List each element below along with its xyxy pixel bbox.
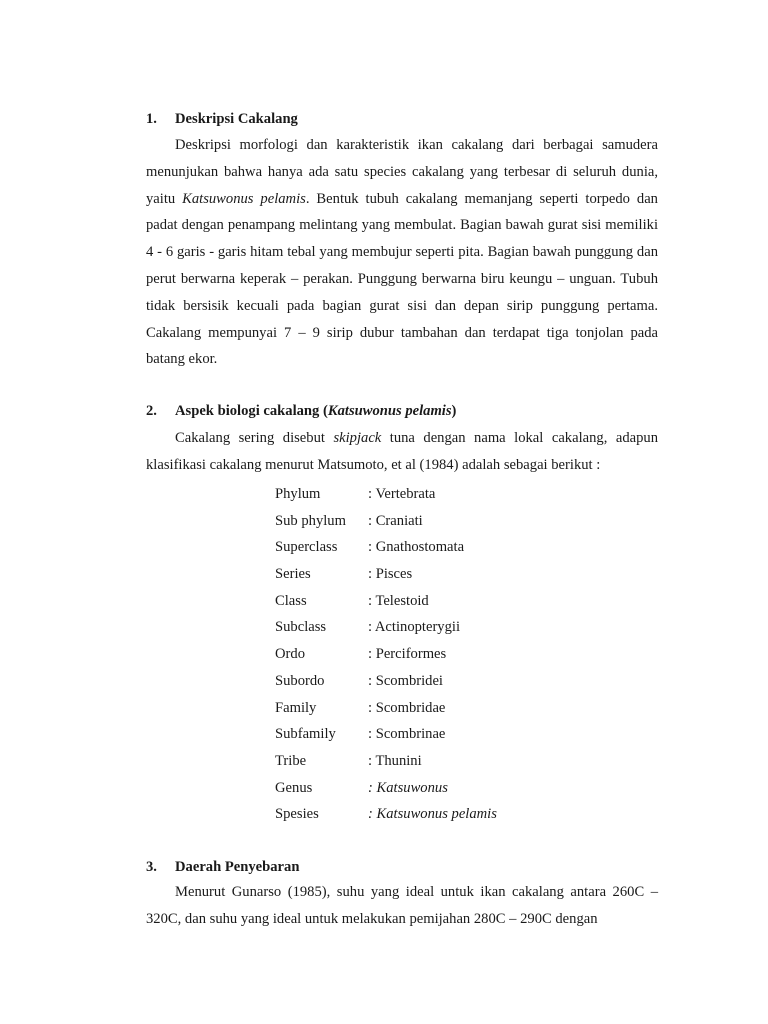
taxonomy-value: : Scombridae (368, 699, 446, 716)
section-1-paragraph (146, 132, 658, 373)
taxonomy-row (275, 775, 497, 802)
taxonomy-row (275, 534, 497, 561)
section-3-heading (146, 857, 299, 877)
taxonomy-value: : Katsuwonus (368, 779, 448, 796)
taxonomy-row (275, 695, 497, 722)
section-2-paragraph (146, 425, 658, 479)
section-2-title-prefix: Aspek biologi cakalang ( (175, 403, 328, 419)
taxonomy-rank: Subclass (275, 619, 327, 636)
taxonomy-value: : Pisces (368, 566, 413, 583)
section-3-number: 3. (146, 859, 157, 875)
taxonomy-row (275, 614, 497, 641)
section-1-number: 1. (146, 111, 157, 127)
taxonomy-rank: Sub phylum (275, 512, 346, 529)
taxonomy-value: : Vertebrata (368, 486, 436, 502)
taxonomy-rank: Subfamily (275, 726, 336, 743)
taxonomy-row (275, 588, 497, 615)
section-1-text-b: . Bentuk tubuh cakalang memanjang seperti torpedo dan padat dengan penampang melintang yang membulat. Bagian bawah gurat sisi memiliki 4 - 6 garis - garis hitam tebal yang membujur seperti pita. Bagian bawah punggung dan perut berwarna keperak – perakan. Punggung berwarna biru keungu – unguan. Tubuh tidak bersisik kecuali pada bagian gurat sisi dan depan sirip punggung pertama. Cakalang mempunyai 7 – 9 sirip dubur tambahan dan terdapat tiga tonjolan pada batang ekor. (146, 190, 658, 368)
taxonomy-rank: Subordo (275, 672, 325, 689)
section-1-species-italic: Katsuwonus pelamis (182, 190, 306, 207)
taxonomy-rank: Phylum (275, 486, 321, 502)
taxonomy-value: : Katsuwonus pelamis (368, 806, 497, 823)
taxonomy-value: : Scombridei (368, 672, 443, 689)
taxonomy-value: : Scombrinae (368, 726, 446, 743)
taxonomy-row (275, 481, 497, 508)
taxonomy-rank: Ordo (275, 646, 305, 663)
taxonomy-row (275, 801, 497, 828)
taxonomy-row (275, 668, 497, 695)
taxonomy-row (275, 748, 497, 775)
section-3-title: Daerah Penyebaran (175, 859, 300, 875)
taxonomy-row (275, 561, 497, 588)
taxonomy-row (275, 721, 497, 748)
section-2-title-suffix: ) (451, 403, 457, 419)
taxonomy-value: : Perciformes (368, 646, 447, 663)
taxonomy-rank: Tribe (275, 752, 307, 769)
section-1-title: Deskripsi Cakalang (175, 111, 298, 127)
taxonomy-value: : Gnathostomata (368, 539, 465, 556)
taxonomy-rank: Genus (275, 779, 313, 796)
taxonomy-rank: Class (275, 592, 307, 609)
section-2-text-b: tuna dengan nama lokal cakalang, adapun klasifikasi cakalang menurut Matsumoto, et al (1984) adalah sebagai berikut : (146, 430, 658, 473)
taxonomy-row (275, 508, 497, 535)
taxonomy-rank: Spesies (275, 806, 319, 823)
taxonomy-rank: Superclass (275, 539, 338, 556)
taxonomy-rank: Series (275, 566, 311, 583)
taxonomy-value: : Actinopterygii (368, 619, 461, 636)
taxonomy-value: : Craniati (368, 512, 423, 529)
section-2-title-italic: Katsuwonus pelamis (327, 403, 452, 419)
section-1-text-a: Deskripsi morfologi dan karakteristik ikan cakalang dari berbagai samudera menunjukan bahwa hanya ada satu species cakalang yang terbesar di seluruh dunia, yaitu (146, 137, 658, 207)
section-3-paragraph: Menurut Gunarso (1985), suhu yang ideal untuk ikan cakalang antara 260C – 320C, dan suhu yang ideal untuk melakukan pemijahan 280C – 290C dengan (146, 884, 658, 927)
taxonomy-rank: Family (275, 699, 317, 716)
section-2-heading (146, 401, 456, 421)
taxonomy-row (275, 641, 497, 668)
taxonomy-list (275, 481, 497, 828)
taxonomy-value: : Telestoid (368, 592, 429, 609)
section-1-heading (146, 109, 298, 129)
taxonomy-value: : Thunini (368, 752, 422, 769)
section-2-text-a: Cakalang sering disebut (175, 430, 334, 446)
section-2-number: 2. (146, 403, 157, 419)
section-2-skipjack-italic: skipjack (333, 430, 382, 446)
